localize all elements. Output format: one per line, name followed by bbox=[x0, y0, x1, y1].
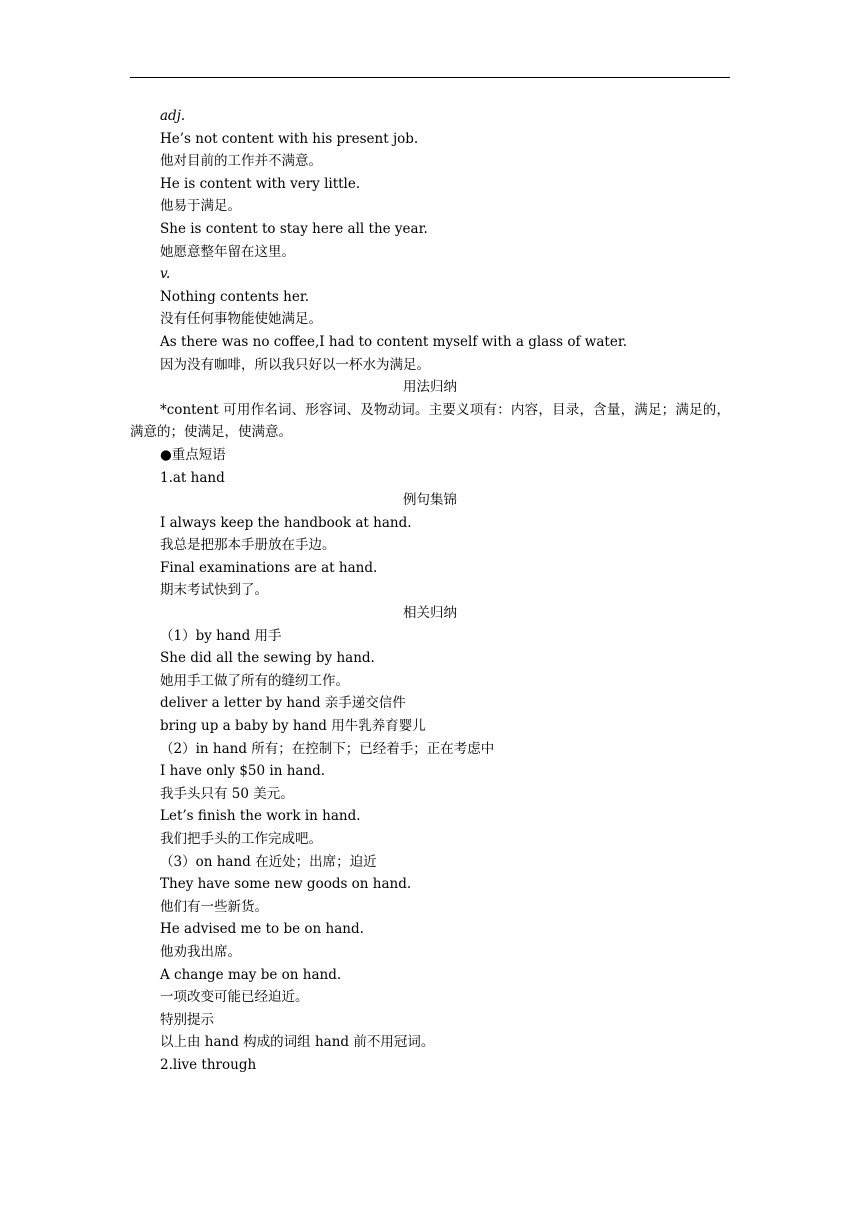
example-sentence-en: He advised me to be on hand. bbox=[160, 921, 364, 938]
example-sentence-en: Nothing contents her. bbox=[160, 288, 310, 305]
example-sentence-en: She did all the sewing by hand. bbox=[160, 650, 375, 667]
phrase-heading-at-hand: 1.at hand bbox=[160, 469, 225, 486]
related-phrase-by-hand: （1）by hand 用手 bbox=[160, 627, 282, 644]
pos-label-adj: adj. bbox=[160, 108, 186, 124]
example-sentence-zh: 我手头只有 50 美元。 bbox=[160, 785, 294, 802]
example-sentence-en: She is content to stay here all the year. bbox=[160, 220, 428, 237]
example-sentence-zh: 我们把手头的工作完成吧。 bbox=[160, 831, 322, 847]
example-sentence-zh: 她愿意整年留在这里。 bbox=[160, 243, 295, 260]
example-sentence-en: I always keep the handbook at hand. bbox=[160, 514, 412, 531]
example-sentence-zh: 期末考试快到了。 bbox=[160, 582, 268, 599]
related-phrase-in-hand: （2）in hand 所有；在控制下；已经着手；正在考虑中 bbox=[160, 740, 495, 757]
example-sentence-zh: 我总是把那本手册放在手边。 bbox=[160, 537, 336, 554]
example-sentence-zh: 她用手工做了所有的缝纫工作。 bbox=[160, 672, 349, 689]
example-sentence-zh: 他易于满足。 bbox=[160, 198, 241, 215]
example-sentence-en: He’s not content with his present job. bbox=[160, 130, 419, 147]
special-note-text: 以上由 hand 构成的词组 hand 前不用冠词。 bbox=[160, 1034, 435, 1051]
example-sentence-en: I have only $50 in hand. bbox=[160, 763, 326, 780]
example-sentence-en: Let’s finish the work in hand. bbox=[160, 808, 361, 825]
section-heading-related: 相关归纳 bbox=[403, 605, 457, 622]
example-sentence-zh: 因为没有咖啡，所以我只好以一杯水为满足。 bbox=[160, 356, 430, 373]
example-sentence-zh: 他劝我出席。 bbox=[160, 943, 241, 960]
header-rule bbox=[130, 77, 730, 78]
example-sentence-zh: 一项改变可能已经迫近。 bbox=[160, 989, 309, 1006]
special-note-heading: 特别提示 bbox=[160, 1011, 214, 1028]
section-heading-examples: 例句集锦 bbox=[403, 492, 457, 509]
key-phrases-heading: ●重点短语 bbox=[160, 446, 226, 463]
document-body bbox=[130, 105, 730, 1077]
section-heading-usage: 用法归纳 bbox=[403, 379, 457, 396]
phrase-example: bring up a baby by hand 用牛乳养育婴儿 bbox=[160, 718, 426, 735]
pos-label-v: v. bbox=[160, 266, 171, 283]
example-sentence-en: Final examinations are at hand. bbox=[160, 559, 378, 576]
phrase-example: deliver a letter by hand 亲手递交信件 bbox=[160, 695, 406, 712]
example-sentence-zh: 他们有一些新货。 bbox=[160, 898, 268, 915]
example-sentence-zh: 他对目前的工作并不满意。 bbox=[160, 153, 322, 170]
example-sentence-en: A change may be on hand. bbox=[160, 966, 342, 983]
example-sentence-en: He is content with very little. bbox=[160, 175, 361, 192]
usage-summary-paragraph: *content 可用作名词、形容词、及物动词。主要义项有：内容，目录，含量，满足；满足的，满意的；使满足，使满意。 bbox=[130, 401, 730, 441]
example-sentence-en: As there was no coffee,I had to content myself with a glass of water. bbox=[160, 333, 628, 350]
phrase-heading-live-through: 2.live through bbox=[160, 1056, 257, 1073]
example-sentence-zh: 没有任何事物能使她满足。 bbox=[160, 311, 322, 328]
related-phrase-on-hand: （3）on hand 在近处；出席；迫近 bbox=[160, 853, 377, 870]
example-sentence-en: They have some new goods on hand. bbox=[160, 876, 412, 893]
